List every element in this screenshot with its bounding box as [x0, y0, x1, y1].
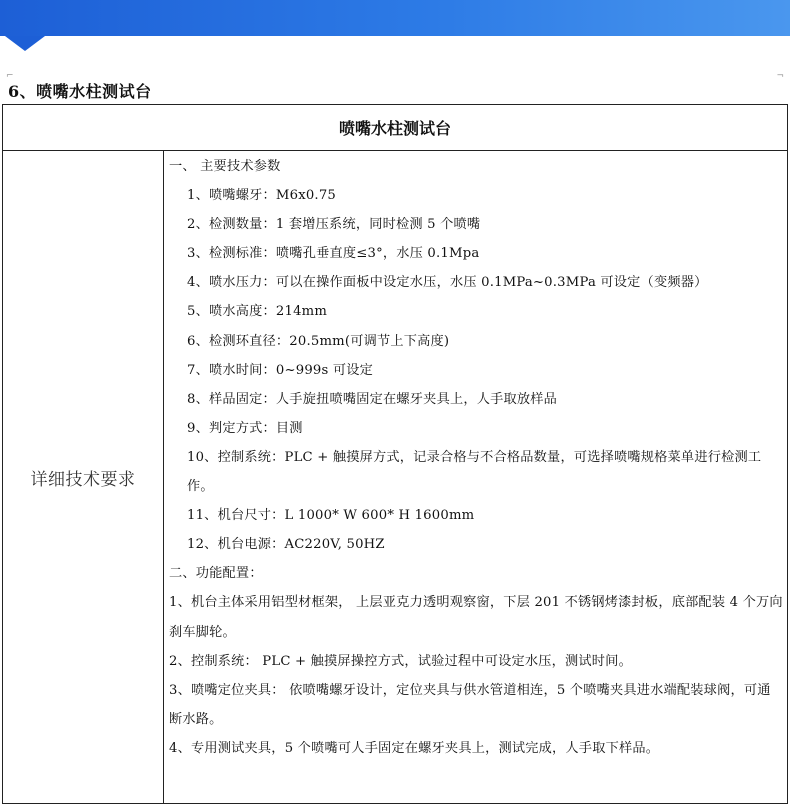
param-item: 2、检测数量：1 套增压系统，同时检测 5 个喷嘴 — [187, 217, 481, 233]
top-banner — [0, 0, 790, 36]
config-heading: 二、功能配置： — [169, 566, 263, 582]
config-item: 2、控制系统： PLC + 触摸屏操控方式，试验过程中可设定水压，测试时间。 — [169, 653, 632, 669]
main-params-heading: 一、 主要技术参数 — [169, 159, 281, 174]
table-title: 喷嘴水柱测试台 — [3, 105, 788, 151]
param-item: 7、喷水时间：0~999s 可设定 — [187, 362, 374, 378]
param-item: 5、喷水高度：214mm — [187, 304, 328, 320]
corner-mark-right: ¬ — [776, 71, 784, 81]
param-item: 9、判定方式：目测 — [187, 420, 303, 436]
banner-arrow-icon — [5, 36, 45, 51]
table-row — [3, 151, 788, 804]
param-item: 3、检测标准：喷嘴孔垂直度≤3°，水压 0.1Mpa — [187, 246, 480, 262]
config-item: 3、喷嘴定位夹具： 依喷嘴螺牙设计，定位夹具与供水管道相连，5 个喷嘴夹具进水端配装球阀，可通断水路。 — [169, 682, 771, 727]
param-item: 8、样品固定：人手旋扭喷嘴固定在螺牙夹具上，人手取放样品 — [187, 391, 558, 407]
param-item: 10、控制系统：PLC + 触摸屏方式，记录合格与不合格品数量，可选择喷嘴规格菜单进行检测工作。 — [187, 449, 762, 495]
param-item: 1、喷嘴螺牙：M6x0.75 — [187, 188, 337, 204]
detail-cell — [164, 151, 788, 804]
table-title-row — [3, 105, 788, 151]
row-label: 详细技术要求 — [3, 151, 164, 804]
section-heading: 6、喷嘴水柱测试台 — [8, 82, 152, 101]
config-item: 1、机台主体采用铝型材框架， 上层亚克力透明观察窗，下层 201 不锈钢烤漆封板，底部配装 4 个万向刹车脚轮。 — [169, 595, 783, 640]
spec-table — [2, 104, 788, 804]
param-item: 4、喷水压力：可以在操作面板中设定水压，水压 0.1MPa~0.3MPa 可设定（变频器） — [187, 275, 708, 291]
param-item: 11、机台尺寸：L 1000* W 600* H 1600mm — [187, 508, 475, 524]
param-item: 12、机台电源：AC220V, 50HZ — [187, 537, 385, 553]
corner-mark-left: ⌐ — [6, 71, 14, 81]
param-item: 6、检测环直径：20.5mm(可调节上下高度) — [187, 333, 450, 349]
config-item: 4、专用测试夹具，5 个喷嘴可人手固定在螺牙夹具上，测试完成，人手取下样品。 — [169, 740, 660, 756]
